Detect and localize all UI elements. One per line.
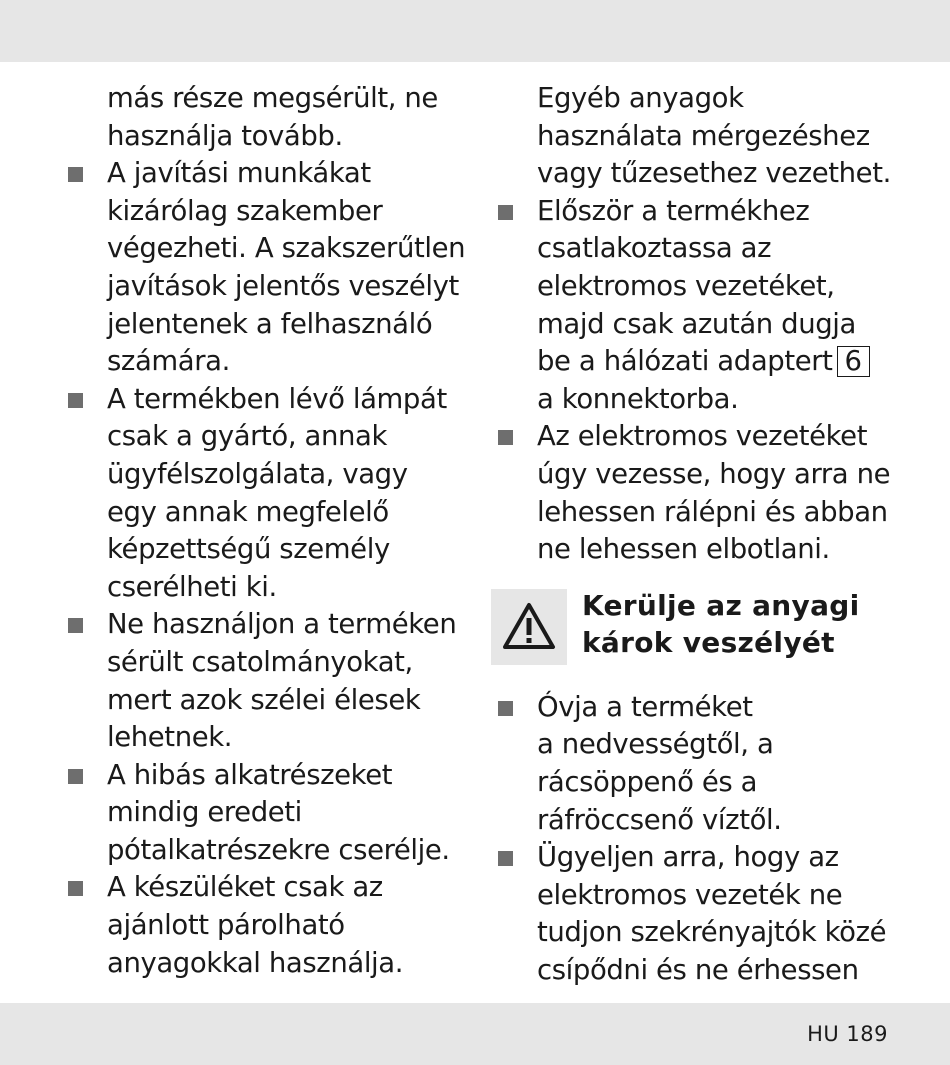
square-bullet-icon <box>498 430 513 445</box>
continuation-text: más része megsérült, ne használja tovább. <box>107 82 438 152</box>
warning-triangle-icon <box>501 601 557 651</box>
list-item: A javítási munkákat kizárólag szakember végezheti. A szakszerűtlen javítások jelentős veszélyt jelentenek a felhasználó számára. <box>68 155 468 381</box>
list-item: Ügyeljen arra, hogy az elektromos vezeték ne tudjon szekrényajtók közé csípődni és ne érhessen <box>498 839 898 989</box>
square-bullet-icon <box>68 881 83 896</box>
square-bullet-icon <box>498 205 513 220</box>
list-item: Először a termékhez csatlakoztassa az elektromos vezetéket, majd csak azután dugja be a hálózati adaptert 6 a konnektorba. <box>498 193 898 419</box>
square-bullet-icon <box>68 393 83 408</box>
square-bullet-icon <box>498 701 513 716</box>
continuation-text: Egyéb anyagok használata mérgezéshez vagy tűzesethez vezethet. <box>537 82 891 190</box>
square-bullet-icon <box>68 167 83 182</box>
warning-icon-box <box>491 589 567 665</box>
left-column <box>68 80 468 982</box>
reference-number-box: 6 <box>837 346 870 377</box>
square-bullet-icon <box>498 851 513 866</box>
page-number: HU 189 <box>807 1022 888 1046</box>
square-bullet-icon <box>68 769 83 784</box>
square-bullet-icon <box>68 618 83 633</box>
list-item: A termékben lévő lámpát csak a gyártó, annak ügyfélszolgálata, vagy egy annak megfelelő képzettségű személy cserélheti ki. <box>68 381 468 607</box>
list-item: Óvja a terméket a nedvességtől, a rácsöppenő és a ráfröccsenő víztől. <box>498 689 898 839</box>
list-item: Az elektromos vezetéket úgy vezesse, hogy arra ne lehessen rálépni és abban ne lehessen elbotlani. <box>498 418 898 568</box>
right-column <box>498 80 898 989</box>
top-band <box>0 0 950 62</box>
warning-heading <box>498 589 898 665</box>
list-item: Ne használjon a terméken sérült csatolmányokat, mert azok szélei élesek lehetnek. <box>68 606 468 756</box>
list-item: A készüléket csak az ajánlott párolható anyagokkal használja. <box>68 869 468 982</box>
warning-title: Kerülje az anyagi károk veszélyét <box>582 588 860 659</box>
list-item: A hibás alkatrészeket mindig eredeti pótalkatrészekre cserélje. <box>68 757 468 870</box>
